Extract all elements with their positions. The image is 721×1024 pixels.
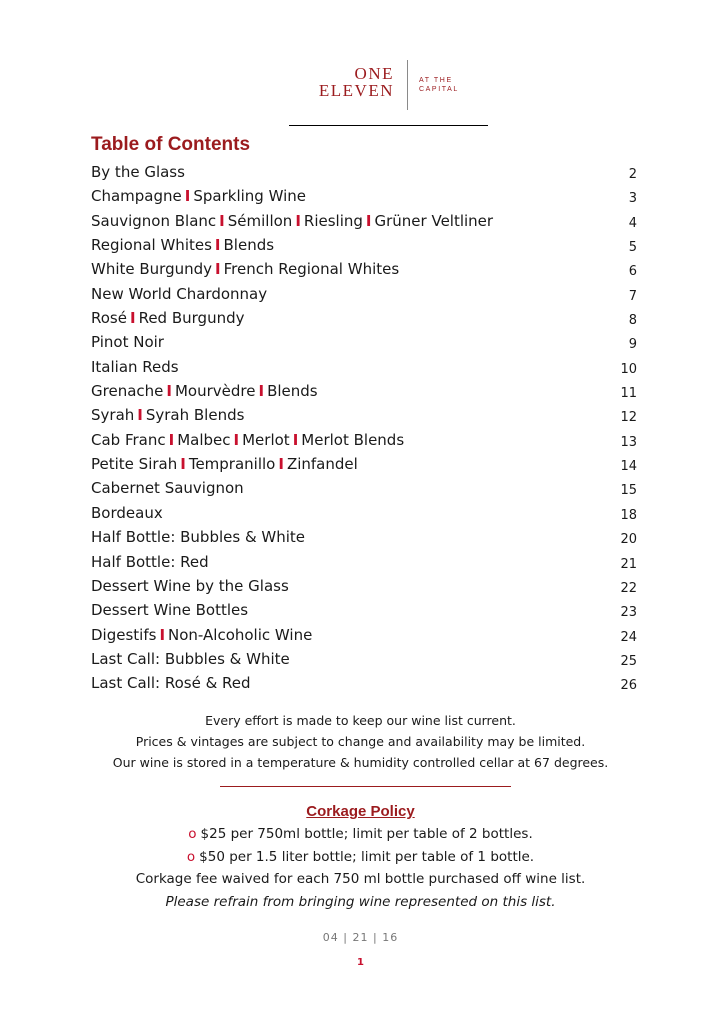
bullet-icon: o [188,826,197,842]
toc-entry-part: Bordeaux [91,503,163,522]
toc-entry-part: Sparkling Wine [193,187,306,206]
toc-entry-part: Champagne [91,187,182,206]
toc-entry [91,574,637,598]
toc-entry-part: Tempranillo [188,455,276,474]
toc-entry-label [91,674,251,692]
logo-sub-line1: AT THE [419,77,453,84]
toc-separator: I [180,455,186,474]
logo-sub-line2: CAPITAL [419,86,459,93]
toc-entry-part: Merlot Blends [301,430,405,449]
toc-entry-part: Last Call: Rosé & Red [91,674,251,693]
toc-page-number: 26 [620,678,637,694]
toc-entry [91,257,637,281]
toc-entry-label [91,163,185,181]
toc-separator: I [214,236,221,255]
toc-entry-part: Cabernet Sauvignon [91,479,244,498]
toc-entry-part: Zinfandel [286,455,358,474]
toc-entry [91,550,637,574]
toc-page-number: 11 [620,386,637,402]
toc-entry-part: Petite Sirah [91,455,178,474]
toc-entry [91,282,637,306]
toc-entry [91,160,637,184]
toc-entry-label [91,309,244,327]
section-divider [220,786,511,787]
wine-list-notes [0,710,721,773]
logo-wordmark [300,65,394,99]
toc-page-number: 20 [620,532,637,548]
toc-entry-part: Syrah [91,406,135,425]
toc-entry-label [91,382,318,400]
toc-entry-part: White Burgundy [91,260,213,279]
toc-separator: I [258,382,265,401]
toc-entry-part: Syrah Blends [145,406,245,425]
toc-entry-part: Blends [223,236,275,255]
toc-list [91,160,637,696]
toc-entry-part: Malbec [177,430,231,449]
toc-entry-label [91,358,179,376]
toc-separator: I [184,187,191,206]
toc-entry-label [91,333,164,351]
toc-entry [91,598,637,622]
toc-entry-part: Non-Alcoholic Wine [168,625,313,644]
toc-entry-part: Regional Whites [91,236,212,255]
toc-entry-label [91,212,493,230]
toc-entry-part: Digestifs [91,625,157,644]
toc-page-number: 13 [620,434,637,450]
toc-separator: I [278,455,284,474]
toc-separator: I [295,211,301,230]
logo-line-eleven: ELEVEN [318,81,394,100]
toc-page-number: 24 [620,629,637,645]
toc-entry-part: Dessert Wine Bottles [91,601,249,620]
toc-page-number: 10 [620,361,637,377]
toc-page-number: 23 [620,605,637,621]
toc-entry-part: By the Glass [91,163,185,181]
toc-entry [91,379,637,403]
toc-entry [91,428,637,452]
toc-entry [91,476,637,500]
toc-entry-label [91,431,404,449]
toc-page-number: 22 [620,580,637,596]
toc-page-number: 6 [628,264,637,280]
toc-entry-part: Half Bottle: Red [91,552,209,571]
toc-page-number: 9 [628,337,637,353]
toc-separator: I [215,260,221,279]
toc-entry-label [91,626,312,644]
logo-divider [407,60,408,110]
toc-entry-label [91,236,274,254]
toc-entry [91,525,637,549]
logo-line-one: ONE [354,64,394,83]
logo-subtitle [419,76,459,94]
toc-entry-label [91,479,244,497]
toc-entry [91,330,637,354]
corkage-note: Please refrain from bringing wine represented on this list. [165,893,556,910]
toc-entry-label [91,528,305,546]
toc-page-number: 14 [620,459,637,475]
corkage-item-text: $25 per 750ml bottle; limit per table of 2 bottles. [200,826,533,842]
toc-page-number: 4 [628,215,637,231]
toc-entry-part: Sémillon [227,211,293,230]
toc-entry-label [91,601,248,619]
toc-entry [91,355,637,379]
corkage-item [0,823,721,846]
note-line: Our wine is stored in a temperature & humidity controlled cellar at 67 degrees. [112,755,609,770]
toc-separator: I [166,382,172,401]
toc-entry [91,647,637,671]
toc-entry-label [91,455,358,473]
corkage-title: Corkage Policy [306,803,415,820]
toc-entry-part: Red Burgundy [138,309,245,328]
toc-entry [91,403,637,427]
toc-entry [91,306,637,330]
logo [300,60,500,110]
toc-entry-part: Grüner Veltliner [374,211,494,230]
toc-entry [91,209,637,233]
toc-entry-part: Merlot [242,430,290,449]
toc-entry-part: Half Bottle: Bubbles & White [91,528,306,547]
toc-entry-label [91,260,399,278]
toc-page-number: 5 [628,240,637,256]
toc-title: Table of Contents [91,134,251,155]
toc-entry [91,623,637,647]
revision-date: 04 | 21 | 16 [322,931,399,944]
toc-page-number: 7 [628,288,637,304]
toc-entry-part: Riesling [303,211,363,230]
toc-entry-label [91,553,209,571]
toc-entry-part: Rosé [91,309,127,328]
toc-entry-part: Mourvèdre [174,382,256,401]
toc-separator: I [129,309,136,328]
toc-entry-label [91,650,290,668]
toc-page-number: 3 [628,191,637,207]
toc-separator: I [233,430,240,449]
toc-entry-part: Dessert Wine by the Glass [91,576,289,595]
toc-page-number: 8 [628,313,637,329]
toc-separator: I [292,430,299,449]
toc-entry-label [91,577,289,595]
toc-separator: I [219,211,225,230]
note-line: Prices & vintages are subject to change and availability may be limited. [135,734,586,749]
toc-page-number: 18 [620,507,637,523]
toc-entry [91,233,637,257]
bullet-icon: o [186,848,196,865]
toc-entry-label [91,406,244,424]
toc-page-number: 12 [620,410,637,426]
toc-entry-part: Italian Reds [91,357,179,376]
toc-entry-part: Grenache [91,382,164,401]
toc-page-number: 25 [620,653,637,669]
toc-page-number: 21 [620,556,637,572]
toc-entry-label [91,285,267,303]
toc-entry-part: New World Chardonnay [91,284,268,303]
corkage-item-text: $50 per 1.5 liter bottle; limit per table of 1 bottle. [199,848,535,865]
toc-entry-part: Pinot Noir [91,333,164,352]
header-divider [289,125,488,126]
note-line: Every effort is made to keep our wine list current. [205,713,516,728]
corkage-waiver: Corkage fee waived for each 750 ml bottle purchased off wine list. [135,871,586,887]
toc-separator: I [168,430,175,449]
toc-separator: I [365,211,372,230]
toc-page-number: 2 [628,167,637,182]
toc-entry [91,501,637,525]
toc-separator: I [137,406,143,425]
toc-separator: I [159,625,166,644]
toc-page-number: 15 [620,483,637,499]
toc-entry-part: Sauvignon Blanc [91,211,217,230]
toc-entry [91,452,637,476]
corkage-item [0,846,721,869]
toc-entry-label [91,504,163,522]
page-number: 1 [357,957,364,968]
toc-entry [91,671,637,695]
toc-entry-part: Last Call: Bubbles & White [91,649,290,668]
toc-entry-part: Blends [267,382,318,401]
toc-entry-label [91,187,306,205]
toc-entry-part: Cab Franc [91,430,166,449]
toc-entry-part: French Regional Whites [223,260,400,279]
toc-entry [91,184,637,208]
corkage-policy [0,823,721,913]
